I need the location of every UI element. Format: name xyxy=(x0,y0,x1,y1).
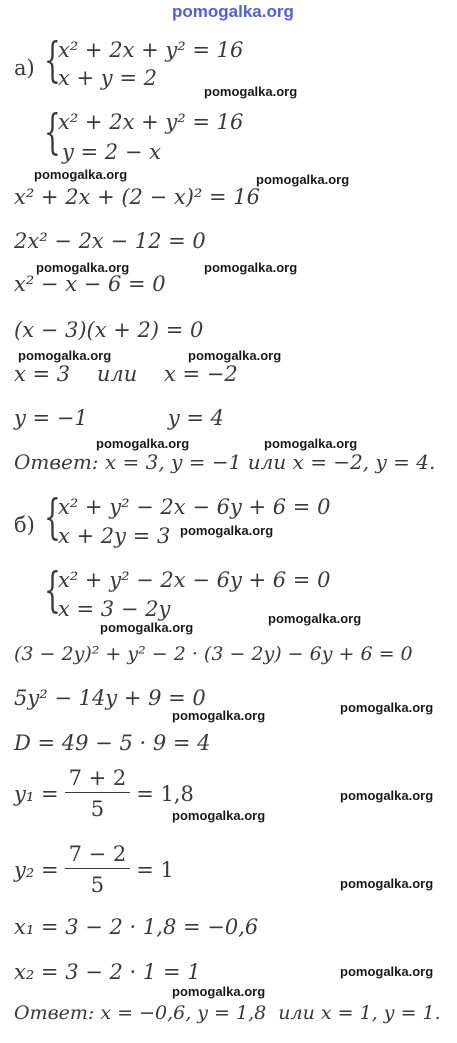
watermark: pomogalka.org xyxy=(340,876,434,891)
watermark: pomogalka.org xyxy=(188,348,282,363)
watermark: pomogalka.org xyxy=(268,611,362,626)
x1-value: x₁ = 3 − 2 · 1,8 = −0,6 xyxy=(14,915,259,939)
watermark-header: pomogalka.org xyxy=(172,2,294,21)
system-a2-eq1: x² + 2x + y² = 16 xyxy=(58,110,244,134)
watermark: pomogalka.org xyxy=(34,167,128,182)
watermark: pomogalka.org xyxy=(204,84,298,99)
brace-icon: { xyxy=(44,489,61,545)
answer-b: Ответ: x = −0,6, y = 1,8 или x = 1, y = 1. xyxy=(14,1002,441,1024)
discriminant: D = 49 − 5 · 9 = 4 xyxy=(14,731,211,755)
watermark: pomogalka.org xyxy=(256,172,350,187)
system-a-eq1: x² + 2x + y² = 16 xyxy=(58,38,244,62)
y1-left: y₁ = xyxy=(14,781,59,806)
step-a4: (x − 3)(x + 2) = 0 xyxy=(14,318,204,342)
watermark: pomogalka.org xyxy=(340,788,434,803)
y1-fraction xyxy=(65,766,131,821)
x-roots-a: x = 3 или x = −2 xyxy=(14,362,238,386)
watermark: pomogalka.org xyxy=(172,984,266,999)
step-a1: x² + 2x + (2 − x)² = 16 xyxy=(14,185,260,209)
part-b-label: б) xyxy=(14,513,35,537)
watermark: pomogalka.org xyxy=(340,700,434,715)
brace-icon: { xyxy=(44,32,61,88)
system-b2-eq2: x = 3 − 2y xyxy=(58,597,171,621)
watermark: pomogalka.org xyxy=(172,708,266,723)
watermark: pomogalka.org xyxy=(18,348,112,363)
part-a-label: а) xyxy=(14,56,35,80)
step-b2: 5y² − 14y + 9 = 0 xyxy=(14,686,206,710)
brace-icon: { xyxy=(44,562,61,618)
y1-numerator: 7 + 2 xyxy=(65,766,131,793)
y-roots-a: y = −1 y = 4 xyxy=(14,406,225,430)
watermark: pomogalka.org xyxy=(100,620,194,635)
y2-numerator: 7 − 2 xyxy=(65,842,131,869)
watermark: pomogalka.org xyxy=(264,436,358,451)
system-b-eq2: x + 2y = 3 xyxy=(58,524,171,548)
system-a-eq2: x + y = 2 xyxy=(58,66,157,90)
y2-fraction xyxy=(65,842,131,897)
step-a3: x² − x − 6 = 0 xyxy=(14,272,166,296)
watermark: pomogalka.org xyxy=(96,436,190,451)
y2-right: = 1 xyxy=(136,857,174,882)
y2-denominator: 5 xyxy=(90,873,105,897)
watermark: pomogalka.org xyxy=(180,523,274,538)
brace-icon: { xyxy=(44,104,61,160)
system-a2-eq2: y = 2 − x xyxy=(62,140,161,164)
y1-denominator: 5 xyxy=(90,797,105,821)
watermark: pomogalka.org xyxy=(172,808,266,823)
y2-formula xyxy=(14,842,174,897)
step-a2: 2x² − 2x − 12 = 0 xyxy=(14,229,206,253)
watermark: pomogalka.org xyxy=(204,260,298,275)
x2-value: x₂ = 3 − 2 · 1 = 1 xyxy=(14,960,201,984)
y1-right: = 1,8 xyxy=(136,781,194,806)
watermark: pomogalka.org xyxy=(340,964,434,979)
system-b2-eq1: x² + y² − 2x − 6y + 6 = 0 xyxy=(58,568,331,592)
answer-a: Ответ: x = 3, y = −1 или x = −2, y = 4. xyxy=(14,450,436,474)
step-b1: (3 − 2y)² + y² − 2 · (3 − 2y) − 6y + 6 = 0 xyxy=(14,643,413,665)
system-b-eq1: x² + y² − 2x − 6y + 6 = 0 xyxy=(58,495,331,519)
watermark: pomogalka.org xyxy=(36,260,130,275)
y1-formula xyxy=(14,766,194,821)
y2-left: y₂ = xyxy=(14,857,59,882)
